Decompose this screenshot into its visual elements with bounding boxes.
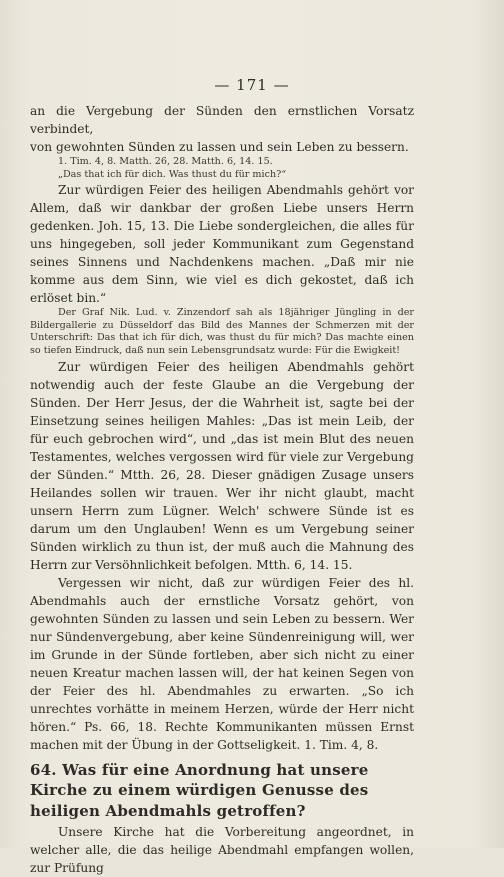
question-number: 64. (30, 760, 57, 779)
page-number: — 171 — (214, 76, 290, 94)
text-line: von gewohnten Sünden zu lassen und sein Leben zu bessern. (30, 140, 409, 154)
bible-reference: 1. Tim. 4, 8. Matth. 26, 28. Matth. 6, 14. 15. (58, 156, 273, 167)
paragraph: Vergessen wir nicht, daß zur würdigen Feier des hl. Abendmahls auch der ernstliche Vorsatz gehört, von gewohnten Sünden zu lassen und sein Leben zu bessern. Wer nur Sündenvergebung, aber keine Sündenreinigung will, wer im Grunde in der Sünde fortleben, aber sich nicht zu einer neuen Kreatur machen lassen will, der hat keinen Segen von der Feier des hl. Abendmahles zu erwarten. „So ich unrechtes vorhätte in meinem Herzen, würde der Herr nicht hören.“ Ps. 66, 18. Rechte Kommunikanten müssen Ernst machen mit der Übung in der Gottseligkeit. 1. Tim. 4, 8. (30, 575, 414, 752)
text-line: an die Vergebung der Sünden den ernstlichen Vorsatz verbindet, (30, 104, 414, 136)
footnote-paragraph: Der Graf Nik. Lud. v. Zinzendorf sah als 18jähriger Jüngling in der Bildergallerie zu Düsseldorf das Bild des Mannes der Schmerzen mit der Unterschrift: Das that ich für dich, was thust du für mich? Das machte einen so tiefen Eindruck, daß nun sein Lebensgrundsatz wurde: Für die Ewigkeit! (30, 307, 414, 356)
paragraph: Zur würdigen Feier des heiligen Abendmahls gehört vor Allem, daß wir dankbar der großen Liebe unsers Herrn gedenken. Joh. 15, 13. Die Liebe sondergleichen, die alles für uns hingegeben, soll jeder Kommunikant zum Gegenstand seines Sinnens und Nachdenkens machen. „Daß mir nie komme aus dem Sinn, wie viel es dich gekostet, daß ich erlöset bin.“ (30, 183, 414, 306)
paragraph: Unsere Kirche hat die Vorbereitung angeordnet, in welcher alle, die das heilige Abendmahl empfangen wollen, zur Prüfung (30, 825, 414, 876)
quote-line: „Das that ich für dich. Was thust du für mich?“ (58, 168, 287, 180)
paragraph: Zur würdigen Feier des heiligen Abendmahls gehört notwendig auch der feste Glaube an die Vergebung der Sünden. Der Herr Jesus, der die Wahrheit ist, sagte bei der Einsetzung seines heiligen Mahles: „Das ist mein Leib, der für euch gebrochen wird“, und „das ist mein Blut des neuen Testamentes, welches vergossen wird für viele zur Vergebung der Sünden.“ Mtth. 26, 28. Dieser gnädigen Zusage unsers Heilandes sollen wir trauen. Wer ihr nicht glaubt, macht unsern Herrn zum Lügner. Welch' schwere Sünde ist es darum um den Unglauben! Wenn es um Vergebung seiner Sünden wirklich zu thun ist, der muß auch die Mahnung des Herrn zur Versöhnlichkeit befolgen. Mtth. 6, 14. 15. (30, 359, 414, 572)
question-text: Was für eine Anordnung hat unsere Kirche zu einem würdigen Genusse des heiligen Abendmahls getroffen? (30, 760, 369, 820)
question-heading (30, 760, 414, 822)
page-content (30, 102, 414, 877)
